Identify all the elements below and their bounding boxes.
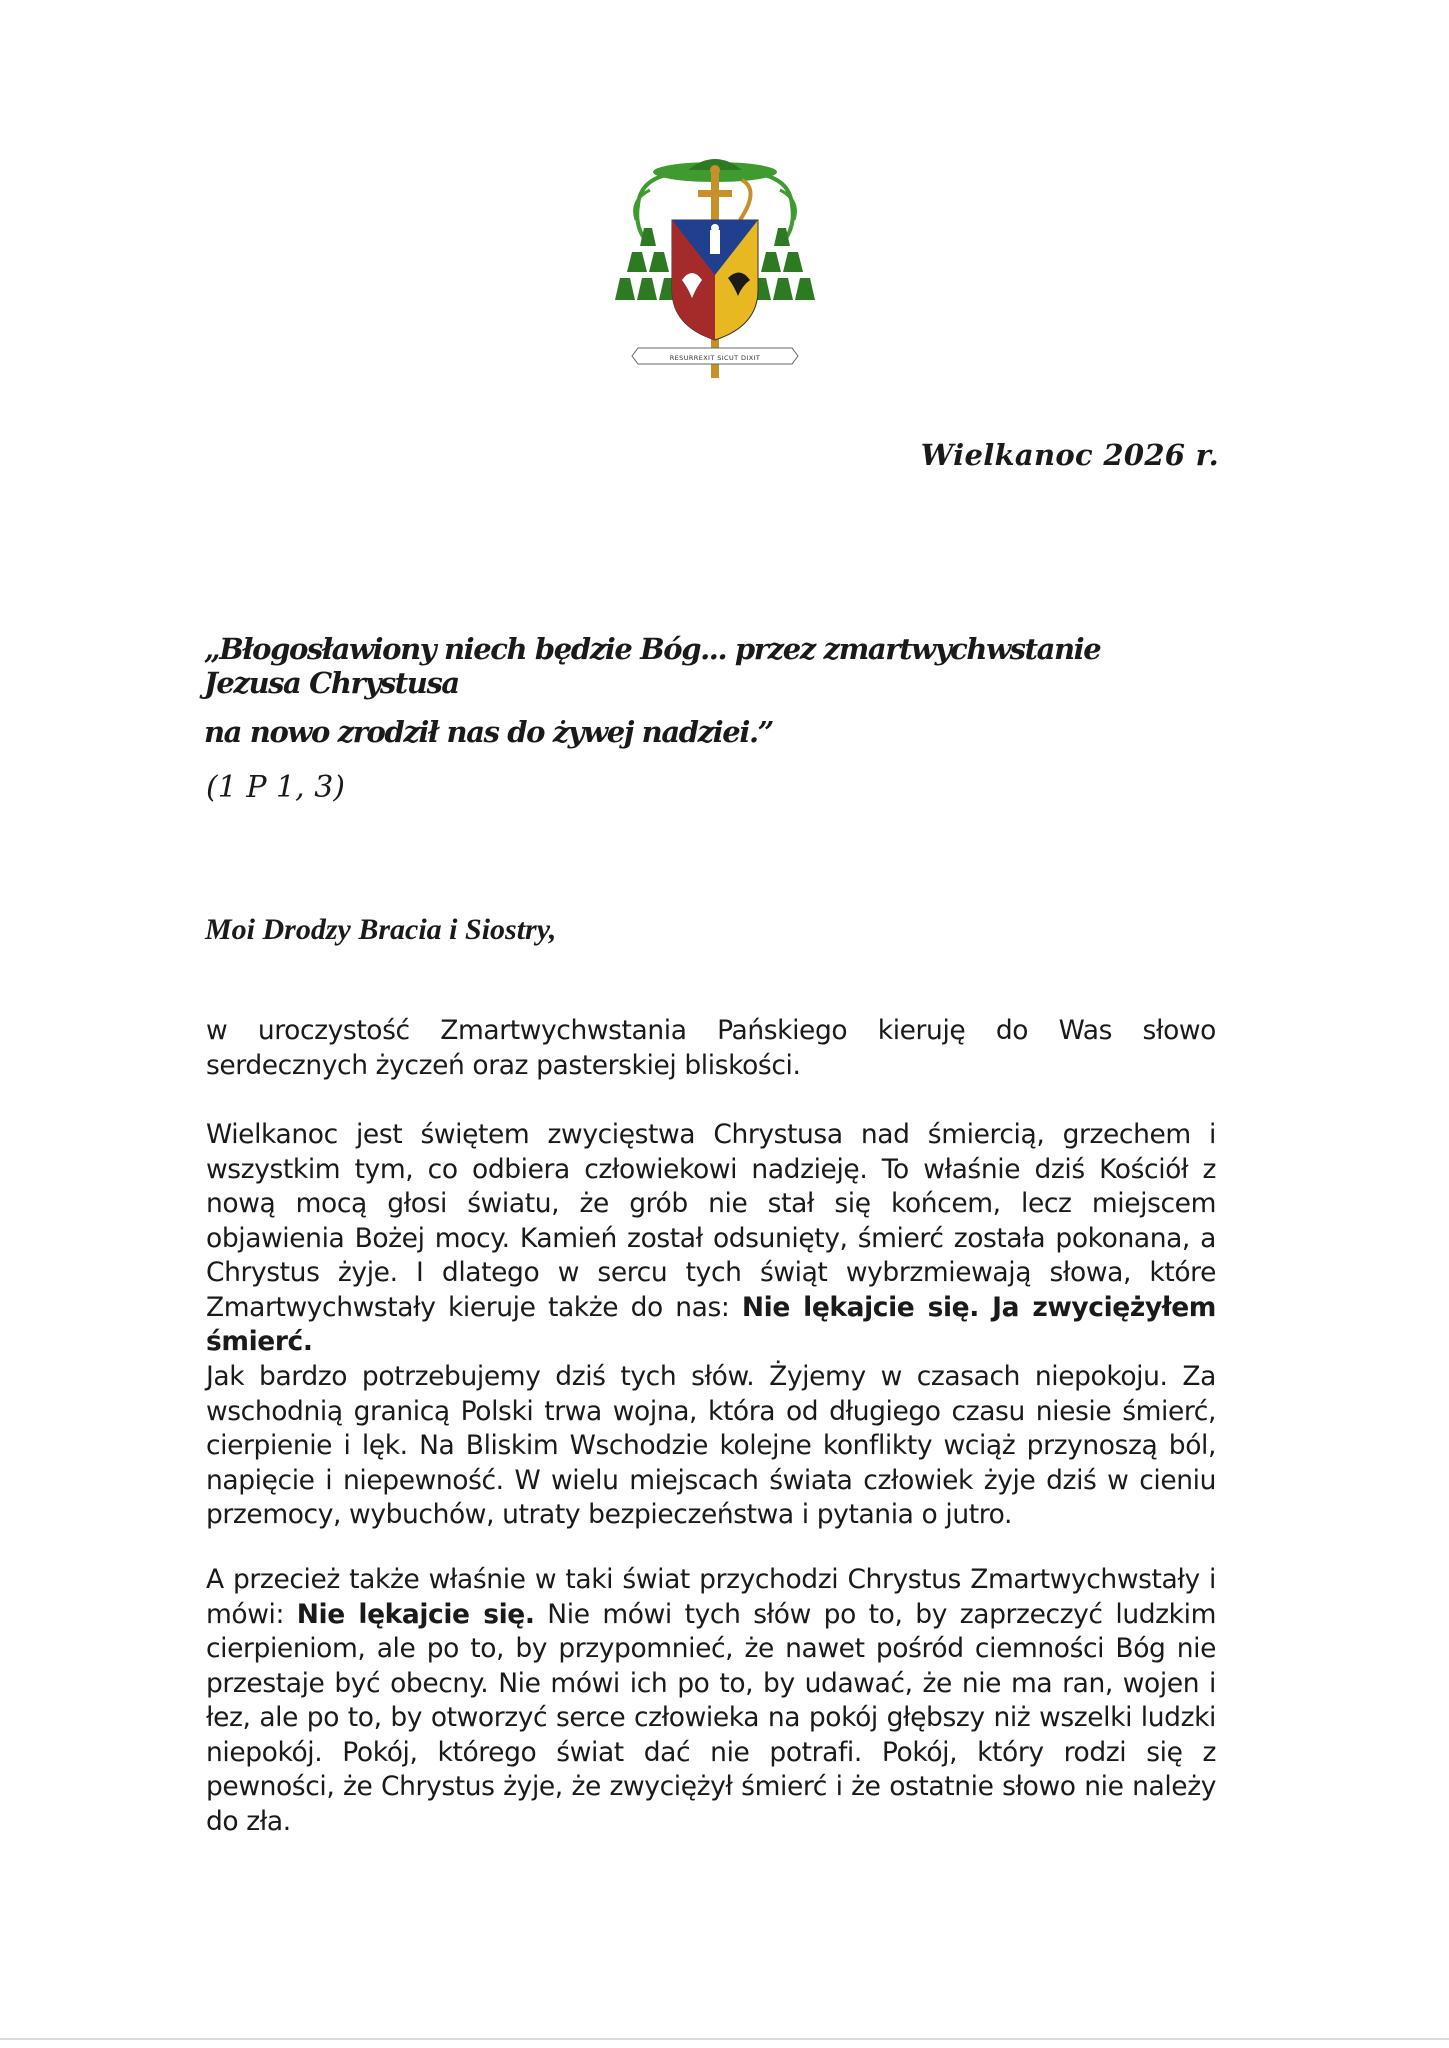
letter-date: Wielkanoc 2026 r. <box>920 438 1219 472</box>
paragraph-text: A przecież także właśnie w taki świat przychodzi Chrystus Zmartwychwstały i mówi: <box>206 1564 1216 1630</box>
paragraph-text: Nie mówi tych słów po to, by zaprzeczyć ludzkim cierpieniom, ale po to, by przypomnieć, że nawet pośród ciemności Bóg nie przestaje być obecny. Nie mówi ich po to, by udawać, że nie ma ran, wojen i łez, ale po to, by otworzyć serce człowieka na pokój głębszy niż wszelki ludzki niepokój. Pokój, którego świat dać nie potrafi. Pokój, który rodzi się z pewności, że Chrystus żyje, że zwyciężył śmierć i że ostatnie słowo nie należy do zła. <box>206 1598 1216 1837</box>
paragraph-do-not-fear <box>206 1563 1216 1839</box>
paragraph-easter-victory <box>206 1118 1216 1360</box>
scan-edge-line <box>0 2038 1449 2040</box>
paragraph-text: w uroczystość Zmartwychwstania Pańskiego kieruję do Was słowo serdecznych życzeń oraz pasterskiej bliskości. <box>206 1015 1216 1081</box>
salutation: Moi Drodzy Bracia i Siostry, <box>205 913 557 946</box>
svg-text:RESURREXIT SICUT DIXIT: RESURREXIT SICUT DIXIT <box>669 354 761 362</box>
paragraph-text: Wielkanoc jest świętem zwycięstwa Chrystusa nad śmiercią, grzechem i wszystkim tym, co odbiera człowiekowi nadzieję. To właśnie dziś Kościół z nową mocą głosi światu, że grób nie stał się końcem, lecz miejscem objawienia Bożej mocy. Kamień został odsunięty, śmierć została pokonana, a Chrystus żyje. I dlatego w sercu tych świąt wybrzmiewają słowa, które Zmartwychwstały kieruje także do nas: <box>206 1119 1216 1323</box>
emphasis-text: Nie lękajcie się. <box>296 1598 535 1630</box>
paragraph-text: Jak bardzo potrzebujemy dziś tych słów. Żyjemy w czasach niepokoju. Za wschodnią granicą Polski trwa wojna, która od długiego czasu niesie śmierć, cierpienie i lęk. Na Bliskim Wschodzie kolejne konflikty wciąż przynoszą ból, napięcie i niepewność. W wielu miejscach świata człowiek żyje dziś w cieniu przemocy, wybuchów, utraty bezpieczeństwa i pytania o jutro. <box>206 1361 1216 1530</box>
emphasis-text: Nie lękajcie się. Ja zwyciężyłem śmierć. <box>206 1291 1216 1357</box>
paragraph-greeting <box>206 1014 1216 1083</box>
epigraph-line-1: „Błogosławiony niech będzie Bóg... przez zmartwychwstanie Jezusa Chrystusa <box>204 632 1101 700</box>
paragraph-times-of-unrest <box>206 1360 1216 1533</box>
coat-of-arms-emblem <box>610 150 820 386</box>
epigraph-line-2: na nowo zrodził nas do żywej nadziei.” <box>204 715 773 749</box>
epigraph-reference: (1 P 1, 3) <box>206 770 345 805</box>
